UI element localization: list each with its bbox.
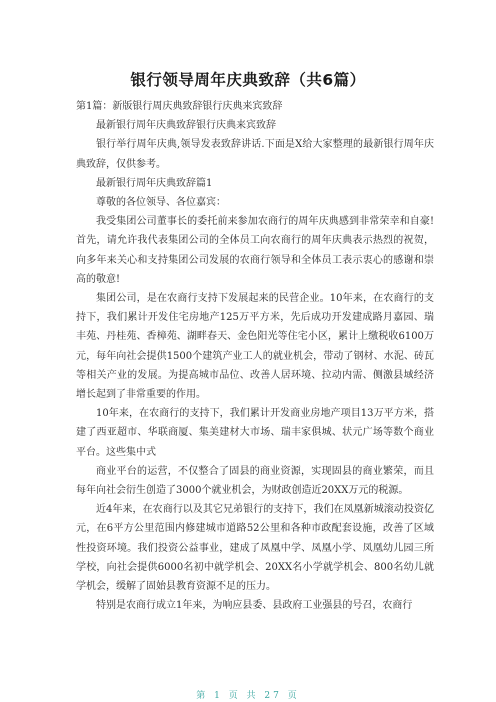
page-footer: 第 1 页 共 27 页 (196, 691, 300, 701)
paragraph: 最新银行周年庆典致辞银行庆典来宾致辞 (96, 120, 276, 132)
paragraph: 10年来，在农商行的支持下，我们累计开发商业房地产项目13万平方米，搭建了西亚超市、华联商厦、集美建材大市场、瑞丰家俱城、状元广场等数个商业平台。这些集中式 (76, 408, 434, 458)
document-body (76, 97, 434, 615)
paragraph: 商业平台的运营，不仅整合了固县的商业资源，实现固县的商业繁荣，而且每年向社会衍生创造了3000个就业机会，为财政创造近20XX万元的税源。 (76, 465, 434, 497)
paragraph: 我受集团公司董事长的委托前来参加农商行的周年庆典感到非常荣幸和自豪!首先，请允许我代表集团公司的全体员工向农商行的周年庆典表示热烈的祝贺，向多年来关心和支持集团公司发展的农商行领导和全体员工表示衷心的感谢和崇高的敬意! (76, 216, 434, 285)
paragraph: 第1篇：新版银行周庆典致辞银行庆典来宾致辞 (76, 101, 283, 112)
paragraph: 特别是农商行成立1年来，为响应县委、县政府工业强县的号召，农商行 (96, 600, 413, 612)
document-title: 银行领导周年庆典致辞（共6篇） (130, 71, 366, 89)
paragraph: 最新银行周年庆典致辞篇1 (96, 177, 213, 189)
paragraph: 尊敬的各位领导、各位嘉宾： (96, 197, 226, 209)
paragraph: 近4年来，在农商行以及其它兄弟银行的支持下，我们在凤凰新城滚动投资亿元，在6平方公里范围内修建城市道路52公里和各种市政配套设施，改善了区域性投资环境。我们投资公益事业，建成了凤凰中学、凤凰小学、凤凰幼儿园三所学校，向社会提供6000名初中就学机会、20XX名小学就学机会、800名幼儿就学机会，缓解了固始县教育资源不足的压力。 (76, 504, 434, 593)
paragraph: 银行举行周年庆典,领导发表致辞讲话.下面是X给大家整理的最新银行周年庆典致辞，仅供参考。 (76, 139, 434, 170)
paragraph: 集团公司，是在农商行支持下发展起来的民营企业。10年来，在农商行的支持下，我们累计开发住宅房地产125万平方米，先后成功开发建成路月嘉园、瑞丰苑、丹桂苑、香樟苑、湖畔春天、金色阳光等住宅小区，累计上缴税收6100万元，每年向社会提供1500个建筑产业工人的就业机会，带动了钢材、水泥、砖瓦等相关产业的发展。为提高城市品位、改善人居环境、拉动内需、侧激县域经济增长起到了非常重要的作用。 (76, 293, 434, 401)
